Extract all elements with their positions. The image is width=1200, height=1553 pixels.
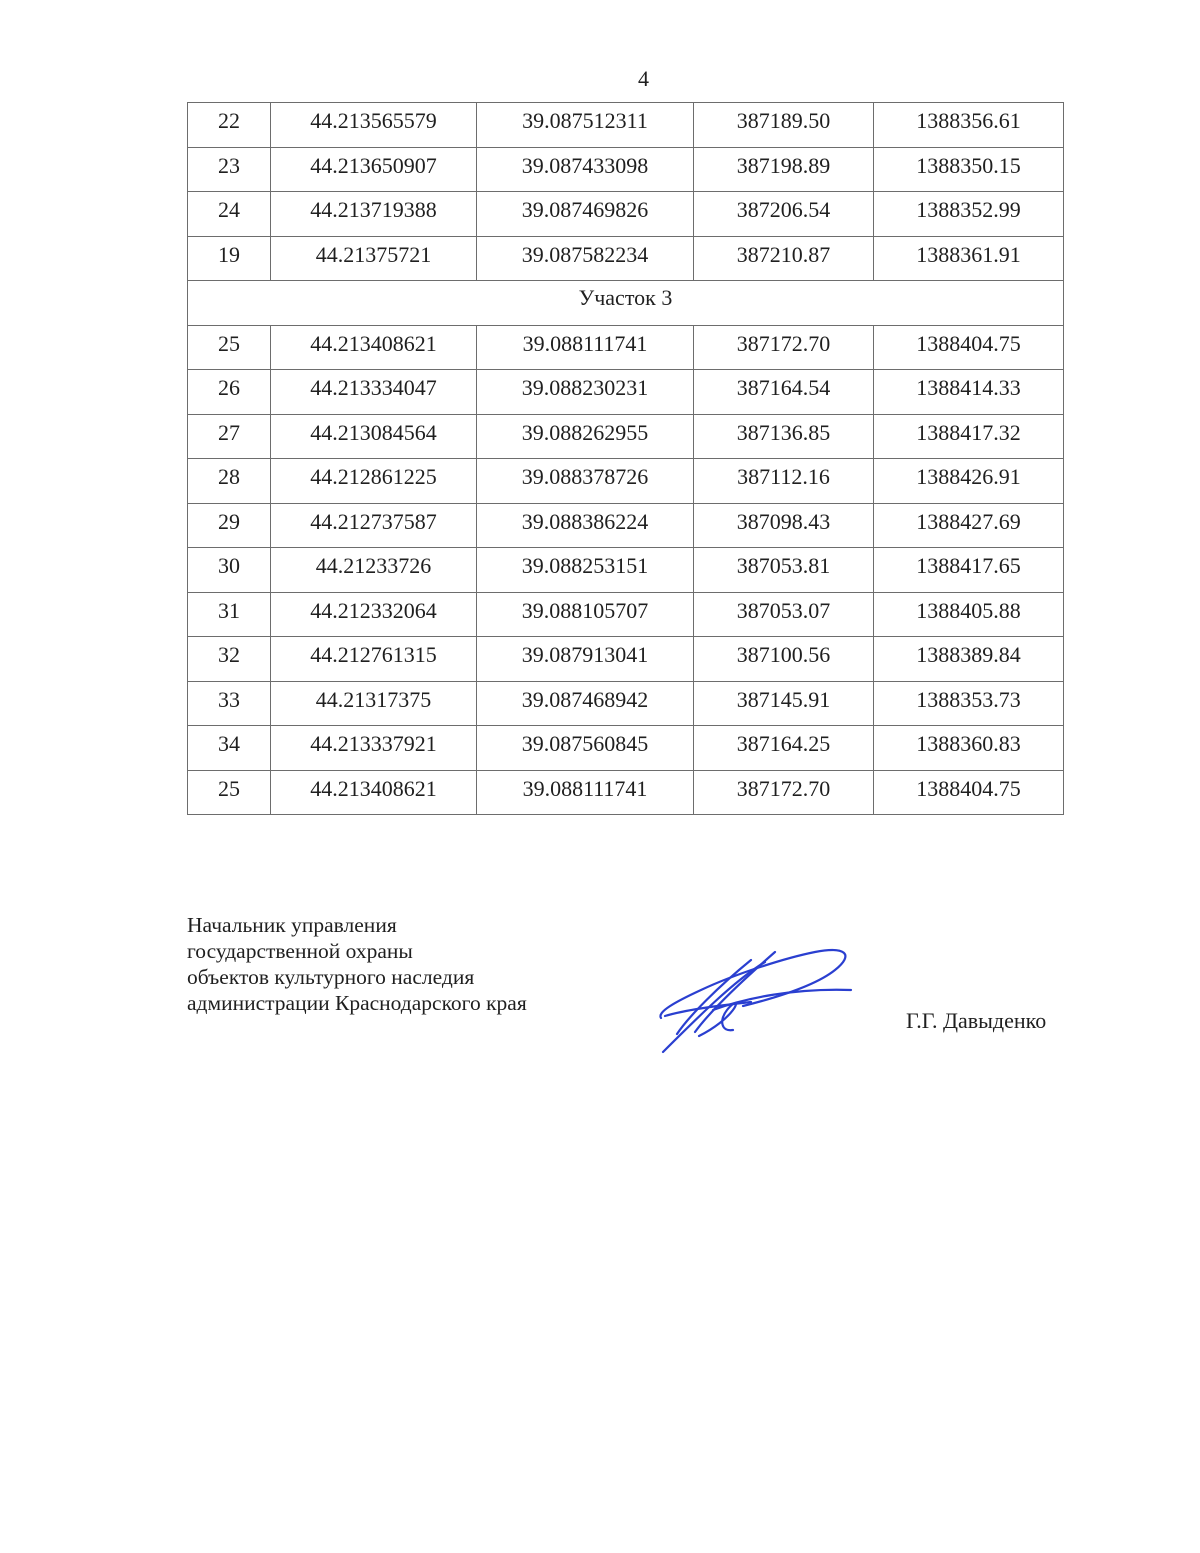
latitude-cell: 44.213719388 bbox=[271, 192, 477, 237]
point-number-cell: 31 bbox=[188, 592, 271, 637]
latitude-cell: 44.212737587 bbox=[271, 503, 477, 548]
handwritten-signature bbox=[655, 940, 865, 1055]
y-coordinate-cell: 1388356.61 bbox=[874, 103, 1064, 148]
longitude-cell: 39.088378726 bbox=[477, 459, 694, 504]
table-row bbox=[188, 236, 1064, 281]
x-coordinate-cell: 387053.81 bbox=[694, 548, 874, 593]
latitude-cell: 44.21375721 bbox=[271, 236, 477, 281]
point-number-cell: 25 bbox=[188, 770, 271, 815]
longitude-cell: 39.087582234 bbox=[477, 236, 694, 281]
latitude-cell: 44.213334047 bbox=[271, 370, 477, 415]
y-coordinate-cell: 1388417.32 bbox=[874, 414, 1064, 459]
point-number-cell: 30 bbox=[188, 548, 271, 593]
x-coordinate-cell: 387164.25 bbox=[694, 726, 874, 771]
table-row bbox=[188, 325, 1064, 370]
point-number-cell: 26 bbox=[188, 370, 271, 415]
y-coordinate-cell: 1388353.73 bbox=[874, 681, 1064, 726]
table-row bbox=[188, 548, 1064, 593]
latitude-cell: 44.212332064 bbox=[271, 592, 477, 637]
longitude-cell: 39.087468942 bbox=[477, 681, 694, 726]
longitude-cell: 39.087913041 bbox=[477, 637, 694, 682]
signature-title-line-2: государственной охраны bbox=[187, 939, 413, 963]
longitude-cell: 39.088386224 bbox=[477, 503, 694, 548]
signature-title-line-1: Начальник управления bbox=[187, 913, 397, 937]
x-coordinate-cell: 387100.56 bbox=[694, 637, 874, 682]
longitude-cell: 39.087560845 bbox=[477, 726, 694, 771]
table-row bbox=[188, 770, 1064, 815]
section-header-row bbox=[188, 281, 1064, 326]
x-coordinate-cell: 387198.89 bbox=[694, 147, 874, 192]
signature-title bbox=[187, 912, 527, 1016]
signature-title-line-4: администрации Краснодарского края bbox=[187, 991, 527, 1015]
y-coordinate-cell: 1388414.33 bbox=[874, 370, 1064, 415]
table-row bbox=[188, 147, 1064, 192]
x-coordinate-cell: 387112.16 bbox=[694, 459, 874, 504]
table-row bbox=[188, 103, 1064, 148]
y-coordinate-cell: 1388389.84 bbox=[874, 637, 1064, 682]
point-number-cell: 22 bbox=[188, 103, 271, 148]
point-number-cell: 33 bbox=[188, 681, 271, 726]
x-coordinate-cell: 387189.50 bbox=[694, 103, 874, 148]
y-coordinate-cell: 1388404.75 bbox=[874, 770, 1064, 815]
y-coordinate-cell: 1388427.69 bbox=[874, 503, 1064, 548]
point-number-cell: 28 bbox=[188, 459, 271, 504]
longitude-cell: 39.088111741 bbox=[477, 325, 694, 370]
latitude-cell: 44.213408621 bbox=[271, 770, 477, 815]
x-coordinate-cell: 387210.87 bbox=[694, 236, 874, 281]
latitude-cell: 44.213565579 bbox=[271, 103, 477, 148]
table-row bbox=[188, 681, 1064, 726]
table-row bbox=[188, 192, 1064, 237]
table-row bbox=[188, 726, 1064, 771]
point-number-cell: 32 bbox=[188, 637, 271, 682]
coordinates-table-body bbox=[188, 103, 1064, 815]
table-row bbox=[188, 592, 1064, 637]
x-coordinate-cell: 387098.43 bbox=[694, 503, 874, 548]
longitude-cell: 39.088105707 bbox=[477, 592, 694, 637]
y-coordinate-cell: 1388417.65 bbox=[874, 548, 1064, 593]
table-row bbox=[188, 370, 1064, 415]
y-coordinate-cell: 1388360.83 bbox=[874, 726, 1064, 771]
point-number-cell: 27 bbox=[188, 414, 271, 459]
y-coordinate-cell: 1388404.75 bbox=[874, 325, 1064, 370]
x-coordinate-cell: 387172.70 bbox=[694, 770, 874, 815]
x-coordinate-cell: 387172.70 bbox=[694, 325, 874, 370]
latitude-cell: 44.21317375 bbox=[271, 681, 477, 726]
coordinates-table bbox=[187, 102, 1064, 815]
x-coordinate-cell: 387145.91 bbox=[694, 681, 874, 726]
x-coordinate-cell: 387136.85 bbox=[694, 414, 874, 459]
latitude-cell: 44.21233726 bbox=[271, 548, 477, 593]
table-row bbox=[188, 414, 1064, 459]
table-row bbox=[188, 637, 1064, 682]
latitude-cell: 44.212761315 bbox=[271, 637, 477, 682]
longitude-cell: 39.087512311 bbox=[477, 103, 694, 148]
longitude-cell: 39.087433098 bbox=[477, 147, 694, 192]
latitude-cell: 44.213650907 bbox=[271, 147, 477, 192]
x-coordinate-cell: 387164.54 bbox=[694, 370, 874, 415]
latitude-cell: 44.213408621 bbox=[271, 325, 477, 370]
y-coordinate-cell: 1388352.99 bbox=[874, 192, 1064, 237]
y-coordinate-cell: 1388350.15 bbox=[874, 147, 1064, 192]
point-number-cell: 23 bbox=[188, 147, 271, 192]
point-number-cell: 29 bbox=[188, 503, 271, 548]
page-number: 4 bbox=[638, 66, 649, 91]
y-coordinate-cell: 1388426.91 bbox=[874, 459, 1064, 504]
point-number-cell: 25 bbox=[188, 325, 271, 370]
section-label: Участок 3 bbox=[188, 281, 1064, 326]
table-row bbox=[188, 459, 1064, 504]
longitude-cell: 39.087469826 bbox=[477, 192, 694, 237]
latitude-cell: 44.213337921 bbox=[271, 726, 477, 771]
signer-name: Г.Г. Давыденко bbox=[906, 1008, 1047, 1033]
point-number-cell: 34 bbox=[188, 726, 271, 771]
x-coordinate-cell: 387206.54 bbox=[694, 192, 874, 237]
longitude-cell: 39.088262955 bbox=[477, 414, 694, 459]
point-number-cell: 19 bbox=[188, 236, 271, 281]
y-coordinate-cell: 1388361.91 bbox=[874, 236, 1064, 281]
y-coordinate-cell: 1388405.88 bbox=[874, 592, 1064, 637]
point-number-cell: 24 bbox=[188, 192, 271, 237]
longitude-cell: 39.088111741 bbox=[477, 770, 694, 815]
latitude-cell: 44.212861225 bbox=[271, 459, 477, 504]
x-coordinate-cell: 387053.07 bbox=[694, 592, 874, 637]
latitude-cell: 44.213084564 bbox=[271, 414, 477, 459]
table-row bbox=[188, 503, 1064, 548]
longitude-cell: 39.088253151 bbox=[477, 548, 694, 593]
longitude-cell: 39.088230231 bbox=[477, 370, 694, 415]
signature-title-line-3: объектов культурного наследия bbox=[187, 965, 475, 989]
